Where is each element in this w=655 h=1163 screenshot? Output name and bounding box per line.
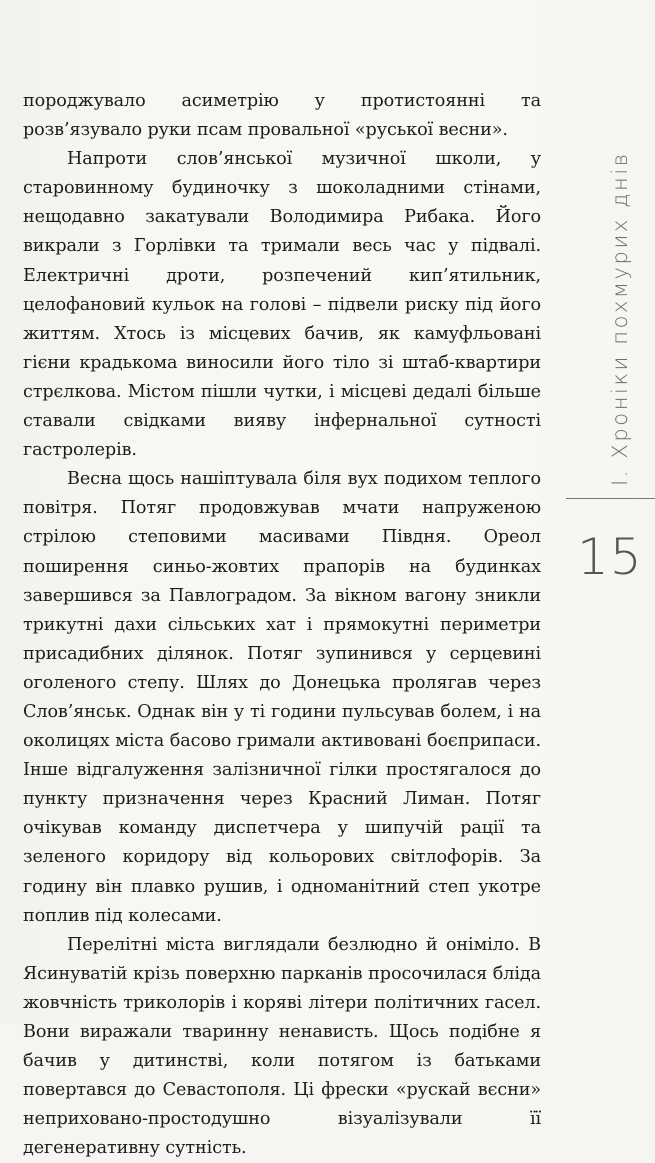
margin-divider	[566, 498, 655, 499]
page-number: 15	[577, 528, 643, 586]
running-head	[600, 88, 640, 488]
paragraph: Весна щось нашіптувала біля вух подихом теплого повітря. Потяг продовжував мчати напруженою стрілою степовими масивами Півдня. Ореол поширення синьо-жовтих прапорів на будинках завершився за Павлоградом. За вікном вагону зникли трикутні дахи сільських хат і прямокутні периметри присадибних ділянок. Потяг зупинився у серцевині оголеного степу. Шлях до Донецька пролягав через Слов’янськ. Однак він у ті години пульсував болем, і на околицях міста басово гримали активовані боєприпаси. Інше відгалуження залізничної гілки простягалося до пункту призначення через Красний Лиман. Потяг очікував команду диспетчера у шипучій рації та зеленого коридору від кольорових світлофорів. За годину він плавко рушив, і одноманітний степ укотре поплив під колесами.	[23, 469, 541, 926]
paragraph: Перелітні міста виглядали безлюдно й оніміло. В Ясинуватій крізь поверхню парканів просочилася бліда жовчність триколорів і корявi літери політичних гасел. Вони виражали тваринну ненависть. Щось подібне я бачив у дитинстві, коли потягом із батьками повертався до Севастополя. Ці фрески «рускай вєсни» неприховано-простодушно візуалізували її дегенеративну сутність.	[23, 934, 541, 1159]
running-head-text: І. Хроніки похмурих днів	[608, 151, 632, 486]
body-text	[23, 87, 541, 1163]
paragraph-continued: породжувало асиметрію у протистоянні та розв’язувало руки псам провальної «руської весни».	[23, 91, 541, 141]
paragraph: Напроти слов’янської музичної школи, у старовинному будиночку з шоколадними стінами, нещодавно закатували Володимира Рибака. Його викрали з Горлівки та тримали весь час у підвалі. Електричні дроти, розпечений кип’ятильник, целофановий кульок на голові – підвели риску під його життям. Хтось із місцевих бачив, як камуфльовані гієни крадькома виносили його тіло зі штаб-квартири стрєлкова. Містом пішли чутки, і місцеві дедалі більше ставали свідками вияву інфернальної сутності гастролерів.	[23, 149, 541, 461]
